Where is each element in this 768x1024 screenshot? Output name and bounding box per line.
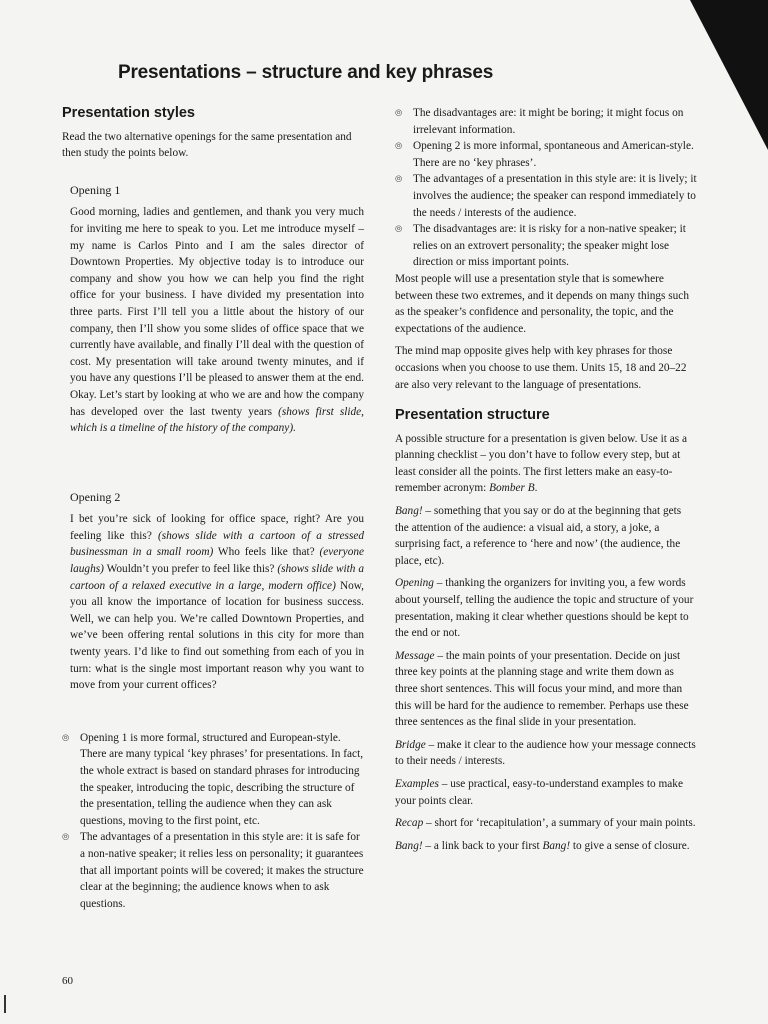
bullet-text: The disadvantages are: it is risky for a non-native speaker; it relies on an extrovert personality; the speaker might lose direction or miss important points. — [413, 223, 686, 269]
structure-term: Opening — [395, 577, 434, 590]
structure-item — [395, 575, 697, 641]
list-item — [395, 138, 697, 171]
scan-edge-mark — [4, 995, 6, 1013]
page-title: Presentations – structure and key phrases — [118, 62, 494, 83]
structure-item — [395, 503, 697, 569]
structure-item — [395, 737, 697, 770]
structure-description: – a link back to your first — [422, 839, 543, 852]
list-item — [62, 730, 364, 830]
structure-term-ref: Bang! — [542, 839, 571, 852]
acronym: Bomber B — [489, 482, 535, 495]
structure-intro-text: A possible structure for a presentation is given below. Use it as a planning checklist – you don’t have to follow every step, but at least consider all the points. The first letters make an easy-to-remember acronym: — [395, 432, 687, 495]
bullet-marker-icon: ⦾ — [395, 224, 403, 235]
structure-intro-end: . — [534, 482, 538, 495]
structure-description: – something that you say or do at the beginning that gets the attention of the audience: a visual aid, a story, a joke, a surprising fact, a reference to ‘here and now’ (the audience, the place, etc). — [395, 505, 682, 567]
style-summary-paragraph: Most people will use a presentation style that is somewhere between these two extremes, and it depends on many things such as the speaker’s confidence and personality, the topic, and the expectations of the audience. — [395, 272, 689, 335]
bullet-text: Opening 1 is more formal, structured and European-style. There are many typical ‘key phrases’ for presentations. In fact, the whole extract is based on standard phrases for introducing the speaker, introducing the topic, describing the structure of the presentation, telling the audience when they can ask questions, moving to the first point, etc. — [80, 731, 364, 827]
opening-2-part-1: I bet you’re sick of looking for office space, right? Are you feeling like this? — [70, 513, 364, 542]
list-item — [395, 221, 697, 271]
list-item — [395, 105, 697, 138]
intro-text: Read the two alternative openings for the same presentation and then study the points below. — [62, 130, 352, 160]
structure-term: Bang! — [395, 505, 423, 518]
structure-description: – thanking the organizers for inviting you, a few words about yourself, telling the audience the topic and structure of your presentation, making it clear whether questions should be kept to the end or not. — [395, 577, 694, 640]
right-column — [395, 105, 697, 854]
structure-description: – the main points of your presentation. Decide on just three key points at the planning stage and write them down as three short sentences. This will focus your mind, and more than this will be hard for the audience to remember. Perhaps use these three sentences as the final slide in your presentation. — [395, 649, 689, 729]
structure-intro-paragraph — [395, 431, 697, 497]
bullet-text: Opening 2 is more informal, spontaneous and American-style. There are no ‘key phrases’. — [413, 140, 694, 169]
bullet-marker-icon: ⦾ — [62, 832, 70, 843]
opening-1-label: Opening 1 — [70, 182, 121, 197]
presentation-structure-heading: Presentation structure — [395, 407, 550, 424]
right-bullet-list — [395, 105, 697, 271]
opening-2-part-3: Wouldn’t you prefer to feel like this? — [106, 563, 275, 576]
opening-2-part-2: Who feels like that? — [217, 546, 315, 559]
opening-2-note-3: (shows slide with a cartoon of a relaxed executive in a large, modern office) — [70, 563, 364, 592]
structure-term: Recap — [395, 817, 424, 830]
structure-term: Bang! — [395, 839, 423, 852]
bullet-marker-icon: ⦾ — [395, 108, 403, 118]
opening-2-note-2: (everyone laughs) — [70, 546, 365, 576]
structure-item — [395, 815, 697, 832]
structure-term: Examples — [395, 777, 439, 790]
structure-description: – short for ‘recapitulation’, a summary of your main points. — [423, 817, 696, 830]
opening-2-note-1: (shows slide with a cartoon of a stressed businessman in a small room) — [70, 529, 365, 559]
page-number: 60 — [62, 975, 73, 987]
bullet-marker-icon: ⦾ — [395, 141, 403, 152]
list-item — [395, 171, 697, 221]
bullet-marker-icon: ⦾ — [395, 174, 403, 185]
bullet-marker-icon: ⦾ — [62, 732, 70, 743]
structure-description: – use practical, easy-to-understand examples to make your points clear. — [395, 777, 683, 807]
structure-item — [395, 776, 697, 809]
left-column — [62, 105, 364, 912]
structure-description-end: to give a sense of closure. — [570, 839, 690, 852]
opening-2-text — [70, 511, 364, 694]
presentation-styles-heading: Presentation styles — [62, 105, 195, 121]
structure-item — [395, 648, 697, 731]
opening-2-block — [70, 489, 364, 694]
opening-1-body: Good morning, ladies and gentlemen, and thank you very much for inviting me here to speak to you. Let me introduce myself – my name is Carlos Pinto and I am the sales director of Downtown Properties. My objective today is to introduce our company and show you how we can help you find the right office for your business. I have divided my presentation into three parts. First I’ll tell you a little about the history of our company, then I’ll show you some slides of office space that we currently have available, and finally I’ll deal with the question of cost. My presentation will take around twenty minutes, and if you have any questions I’ll be pleased to answer them at the end. Okay. Let’s start by looking at who we are and how the company has developed over the last twenty years — [70, 206, 364, 418]
opening-2-part-4: Now, you all know the importance of location for business success. Well, we can help you. We’re called Downtown Properties, and we’ve been offering rental solutions in this city for more than twenty years. I’d like to find out something from each of you in turn: what is the single most important reason why you want to move from your current offices? — [70, 579, 364, 692]
structure-description: – make it clear to the audience how your message connects to their needs / interests. — [395, 738, 696, 768]
bullet-text: The disadvantages are: it might be boring; it might focus on irrelevant information. — [413, 107, 684, 136]
scan-corner-shadow — [690, 0, 768, 150]
left-bullet-list — [62, 730, 364, 913]
list-item — [62, 829, 364, 912]
opening-1-text — [70, 204, 364, 436]
structure-term: Bridge — [395, 738, 426, 751]
bullet-text: The advantages of a presentation in this style are: it is safe for a non-native speaker; it relies less on personality; it guarantees that all important points will be covered; it makes the structure clear at the beginning; the audience knows when to ask questions. — [80, 831, 364, 910]
structure-term: Message — [395, 649, 435, 662]
bullet-text: The advantages of a presentation in this style are: it is lively; it involves the audience; the speaker can respond immediately to the needs / interests of the audience. — [413, 173, 697, 219]
opening-2-label: Opening 2 — [70, 489, 121, 504]
opening-1-block — [70, 182, 364, 437]
structure-item — [395, 838, 697, 855]
mind-map-paragraph: The mind map opposite gives help with key phrases for those occasions when you choose to use them. Units 15, 18 and 20–22 are also very relevant to the language of presentations. — [395, 345, 687, 391]
opening-1-stage-note: (shows first slide, which is a timeline of the history of the company). — [70, 405, 364, 435]
